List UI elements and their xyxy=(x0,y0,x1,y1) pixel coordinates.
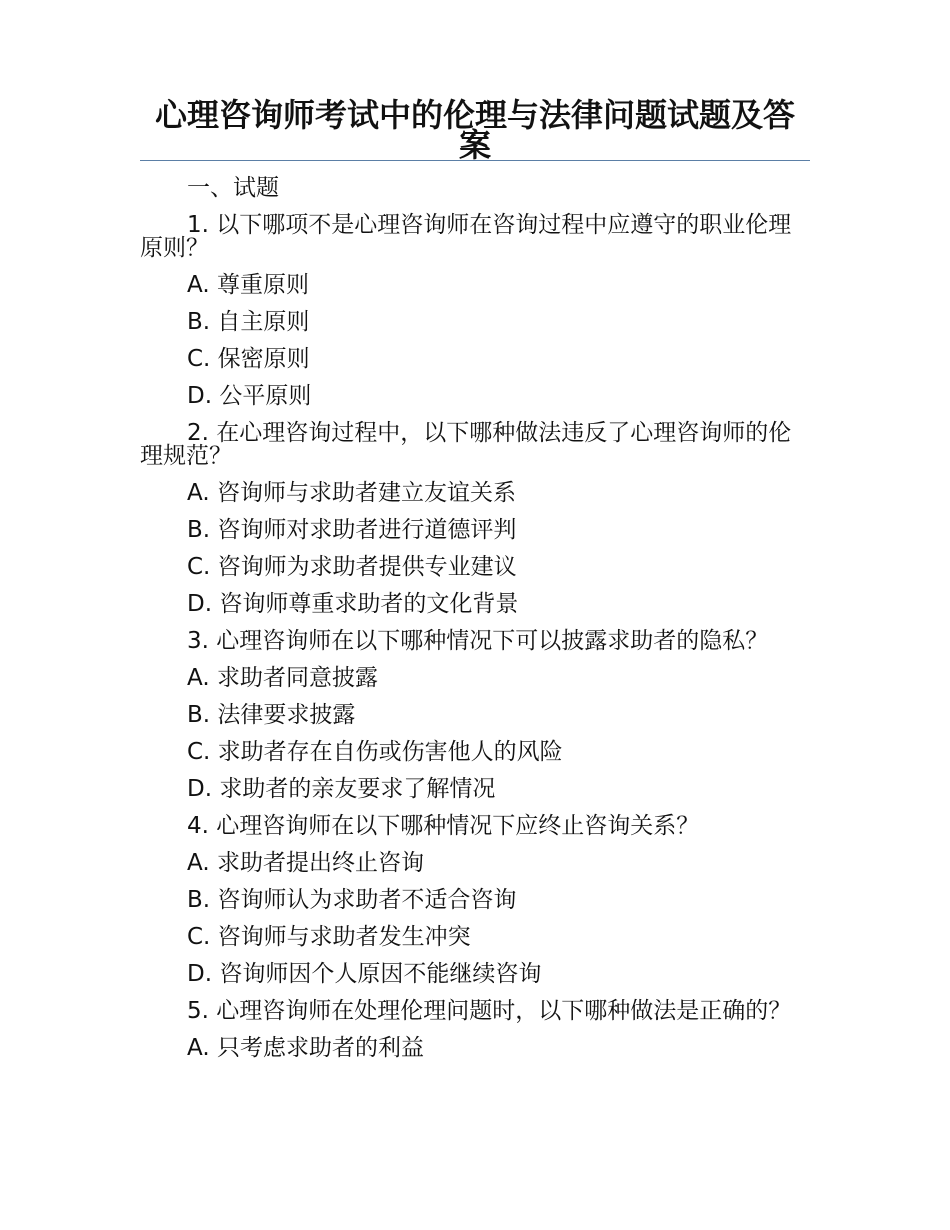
answer-option: C. 保密原则 xyxy=(187,346,310,372)
question-text: 3. 心理咨询师在以下哪种情况下可以披露求助者的隐私？ xyxy=(187,628,769,654)
answer-option: D. 咨询师尊重求助者的文化背景 xyxy=(187,591,519,617)
answer-option: B. 咨询师认为求助者不适合咨询 xyxy=(187,887,517,913)
answer-option: A. 尊重原则 xyxy=(187,272,309,298)
question-block xyxy=(140,630,810,801)
document-body xyxy=(140,177,810,1074)
answer-option: C. 求助者存在自伤或伤害他人的风险 xyxy=(187,739,563,765)
document-title: 心理咨询师考试中的伦理与法律问题试题及答案 xyxy=(154,96,795,164)
answer-option: D. 咨询师因个人原因不能继续咨询 xyxy=(187,961,542,987)
answer-option: A. 求助者提出终止咨询 xyxy=(187,850,424,876)
section-heading: 一、试题 xyxy=(187,175,279,201)
answer-option: D. 公平原则 xyxy=(187,383,312,409)
question-text: 1. 以下哪项不是心理咨询师在咨询过程中应遵守的职业伦理原则？ xyxy=(140,212,792,261)
question-block xyxy=(140,214,810,408)
answer-option: C. 咨询师为求助者提供专业建议 xyxy=(187,554,517,580)
title-underline xyxy=(140,160,810,161)
answer-option: A. 求助者同意披露 xyxy=(187,665,378,691)
question-block xyxy=(140,422,810,616)
answer-option: A. 咨询师与求助者建立友谊关系 xyxy=(187,480,516,506)
answer-option: B. 法律要求披露 xyxy=(187,702,356,728)
question-text: 2. 在心理咨询过程中，以下哪种做法违反了心理咨询师的伦理规范？ xyxy=(140,420,792,469)
question-text: 4. 心理咨询师在以下哪种情况下应终止咨询关系？ xyxy=(187,813,700,839)
answer-option: C. 咨询师与求助者发生冲突 xyxy=(187,924,471,950)
answer-option: D. 求助者的亲友要求了解情况 xyxy=(187,776,496,802)
answer-option: B. 咨询师对求助者进行道德评判 xyxy=(187,517,517,543)
question-text: 5. 心理咨询师在处理伦理问题时，以下哪种做法是正确的？ xyxy=(187,998,792,1024)
question-block xyxy=(140,1000,810,1060)
question-block xyxy=(140,815,810,986)
answer-option: B. 自主原则 xyxy=(187,309,310,335)
answer-option: A. 只考虑求助者的利益 xyxy=(187,1035,424,1061)
